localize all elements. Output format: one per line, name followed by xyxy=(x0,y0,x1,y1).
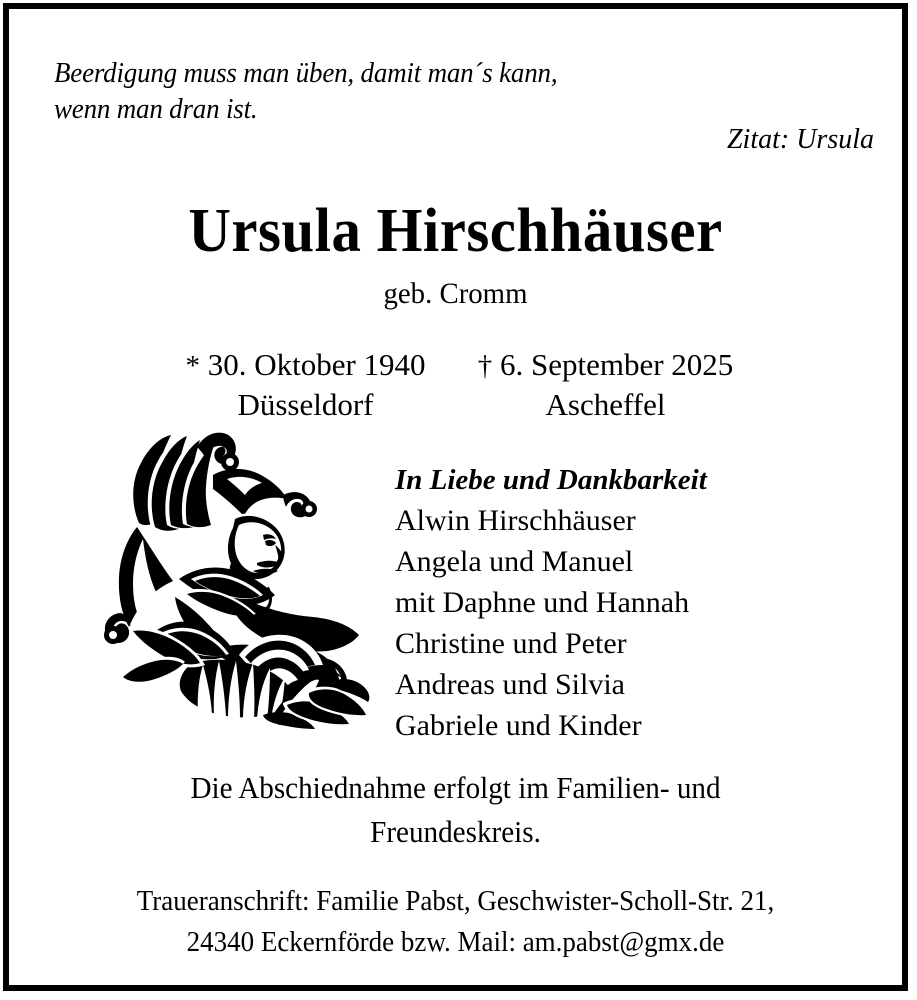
address-line-1: Traueranschrift: Familie Pabst, Geschwister-Scholl-Str. 21, xyxy=(136,885,775,917)
maiden-name: geb. Cromm xyxy=(383,277,528,310)
seated-jester-illustration xyxy=(87,427,377,729)
birth-date: 30. Oktober 1940 xyxy=(207,347,426,382)
death-column xyxy=(456,346,756,424)
dates-row xyxy=(9,346,902,424)
family-member: Andreas und Silvia xyxy=(395,668,625,701)
family-heading: In Liebe und Dankbarkeit xyxy=(395,464,707,496)
address-line-2: 24340 Eckernförde bzw. Mail: am.pabst@gmx.de xyxy=(186,926,725,958)
quote-line-1: Beerdigung muss man üben, damit man´s kann, xyxy=(54,57,558,89)
quote-block xyxy=(54,55,874,155)
birth-star-icon: * xyxy=(185,350,200,382)
quote-line-2: wenn man dran ist. xyxy=(54,93,258,125)
family-block xyxy=(395,460,865,746)
death-notice-frame xyxy=(3,3,908,991)
death-cross-icon: † xyxy=(477,350,493,382)
birth-column xyxy=(156,346,456,424)
death-notice-body xyxy=(9,9,902,985)
birth-place: Düsseldorf xyxy=(237,387,374,422)
dates-block xyxy=(9,346,902,424)
family-member: Angela und Manuel xyxy=(395,545,634,578)
family-member: mit Daphne und Hannah xyxy=(395,586,690,619)
farewell-line-2: Freundeskreis. xyxy=(370,814,541,849)
farewell-block xyxy=(9,766,902,854)
family-member: Christine und Peter xyxy=(395,627,627,660)
death-place: Ascheffel xyxy=(545,387,666,422)
quote-attribution: Zitat: Ursula xyxy=(726,124,874,155)
family-member: Alwin Hirschhäuser xyxy=(395,504,636,537)
death-date: 6. September 2025 xyxy=(499,347,734,382)
address-block xyxy=(9,881,902,963)
death-date-line xyxy=(456,346,756,385)
farewell-line-1: Die Abschiednahme erfolgt im Familien- und xyxy=(190,770,721,805)
name-block xyxy=(9,195,902,312)
birth-date-line xyxy=(156,346,456,385)
deceased-name: Ursula Hirschhäuser xyxy=(188,197,723,265)
family-member: Gabriele und Kinder xyxy=(395,709,642,742)
